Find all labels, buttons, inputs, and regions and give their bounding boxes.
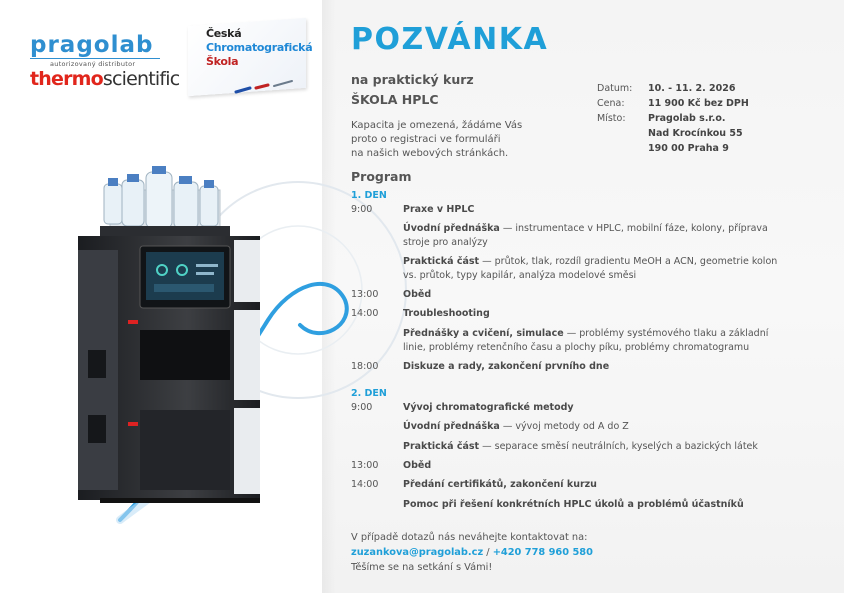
school-logo-text xyxy=(206,27,312,69)
place-label: Místo: xyxy=(597,113,626,124)
date-label: Datum: xyxy=(597,83,633,94)
date-value: 10. - 11. 2. 2026 xyxy=(648,83,736,94)
row-time xyxy=(351,255,403,283)
info-place-row xyxy=(597,111,749,156)
hplc-instrument-image xyxy=(70,160,270,505)
contact-separator: / xyxy=(483,547,493,558)
page-title: POZVÁNKA xyxy=(351,22,549,57)
row-time xyxy=(351,498,403,512)
program-row xyxy=(351,288,791,302)
place-value xyxy=(648,111,743,156)
row-desc: Diskuze a rady, zakončení prvního dne xyxy=(403,361,610,372)
place-line1: Pragolab s.r.o. xyxy=(648,113,726,124)
row-time xyxy=(351,440,403,454)
program-heading: Program xyxy=(351,169,412,184)
row-time: 9:00 xyxy=(351,402,373,413)
program-row xyxy=(351,203,791,217)
course-subtitle xyxy=(351,70,474,110)
day1-heading: 1. DEN xyxy=(351,190,387,201)
row-time: 13:00 xyxy=(351,289,379,300)
row-time xyxy=(351,420,403,434)
thermo-scientific-logo xyxy=(30,68,179,90)
row-desc: Předání certifikátů, zakončení kurzu xyxy=(403,479,597,490)
subtitle-line1: na praktický kurz xyxy=(351,72,474,87)
row-time: 14:00 xyxy=(351,479,379,490)
program-row xyxy=(351,222,791,250)
contact-block xyxy=(351,530,593,575)
row-desc: Úvodní přednáška — vývoj metody od A do Z xyxy=(403,421,629,432)
intro-line1: Kapacita je omezená, žádáme Vás xyxy=(351,120,523,131)
program-row xyxy=(351,307,791,321)
subtitle-line2: ŠKOLA HPLC xyxy=(351,92,439,107)
row-time xyxy=(351,327,403,355)
school-logo-line2: Chromatografická xyxy=(206,41,313,54)
row-time: 9:00 xyxy=(351,204,373,215)
intro-line2: proto o registraci ve formuláři xyxy=(351,134,501,145)
program-row xyxy=(351,478,791,492)
contact-closing: Těšíme se na setkání s Vámi! xyxy=(351,562,493,573)
contact-details xyxy=(351,545,593,560)
program-row xyxy=(351,360,791,374)
row-time xyxy=(351,222,403,250)
school-logo-pens xyxy=(230,76,300,96)
place-line2: Nad Krocínkou 55 xyxy=(648,128,743,139)
program-row xyxy=(351,255,791,283)
row-desc: Úvodní přednáška — instrumentace v HPLC, mobilní fáze, kolony, příprava stroje pro analýzy xyxy=(403,223,768,248)
contact-phone-link[interactable]: +420 778 960 580 xyxy=(492,547,593,558)
intro-text xyxy=(351,119,551,161)
program-row xyxy=(351,459,791,473)
program-row xyxy=(351,498,791,512)
price-value: 11 900 Kč bez DPH xyxy=(648,98,749,109)
contact-intro: V případě dotazů nás neváhejte kontaktovat na: xyxy=(351,532,588,543)
program-row xyxy=(351,327,791,355)
row-desc: Vývoj chromatografické metody xyxy=(403,402,574,413)
pragolab-tagline: autorizovaný distributor xyxy=(50,60,136,68)
school-logo-line3: Škola xyxy=(206,55,239,68)
row-desc: Troubleshooting xyxy=(403,308,490,319)
thermo-logo-part2: scientific xyxy=(102,68,180,90)
program-row xyxy=(351,420,791,434)
solvent-bottles xyxy=(104,166,220,230)
thermo-logo-part1: thermo xyxy=(30,68,103,90)
info-price-row xyxy=(597,96,749,111)
pragolab-logo: pragolab xyxy=(30,32,154,58)
row-time: 14:00 xyxy=(351,308,379,319)
place-line3: 190 00 Praha 9 xyxy=(648,143,729,154)
program-row xyxy=(351,401,791,415)
row-time: 18:00 xyxy=(351,361,379,372)
row-desc: Přednášky a cvičení, simulace — problémy systémového tlaku a základní linie, problémy retenčního času a plochy píku, problémy chromatogramu xyxy=(403,328,769,353)
event-info xyxy=(597,81,749,156)
day2-heading: 2. DEN xyxy=(351,388,387,399)
row-desc: Praktická část — průtok, tlak, rozdíl gradientu MeOH a ACN, geometrie kolon vs. průtok, typy kapilár, analýza modelové směsi xyxy=(403,256,778,281)
contact-email-link[interactable]: zuzankova@pragolab.cz xyxy=(351,547,484,558)
price-label: Cena: xyxy=(597,98,625,109)
pragolab-logo-divider xyxy=(30,58,160,59)
info-date-row xyxy=(597,81,749,96)
intro-line3: na našich webových stránkách. xyxy=(351,148,509,159)
row-desc: Praktická část — separace směsí neutrálních, kyselých a bazických látek xyxy=(403,441,758,452)
row-desc: Oběd xyxy=(403,289,432,300)
row-desc: Oběd xyxy=(403,460,432,471)
row-desc: Pomoc při řešení konkrétních HPLC úkolů a problémů účastníků xyxy=(403,499,744,510)
school-logo-line1: Česká xyxy=(206,27,242,40)
row-desc: Praxe v HPLC xyxy=(403,204,475,215)
row-time: 13:00 xyxy=(351,460,379,471)
program-row xyxy=(351,440,791,454)
